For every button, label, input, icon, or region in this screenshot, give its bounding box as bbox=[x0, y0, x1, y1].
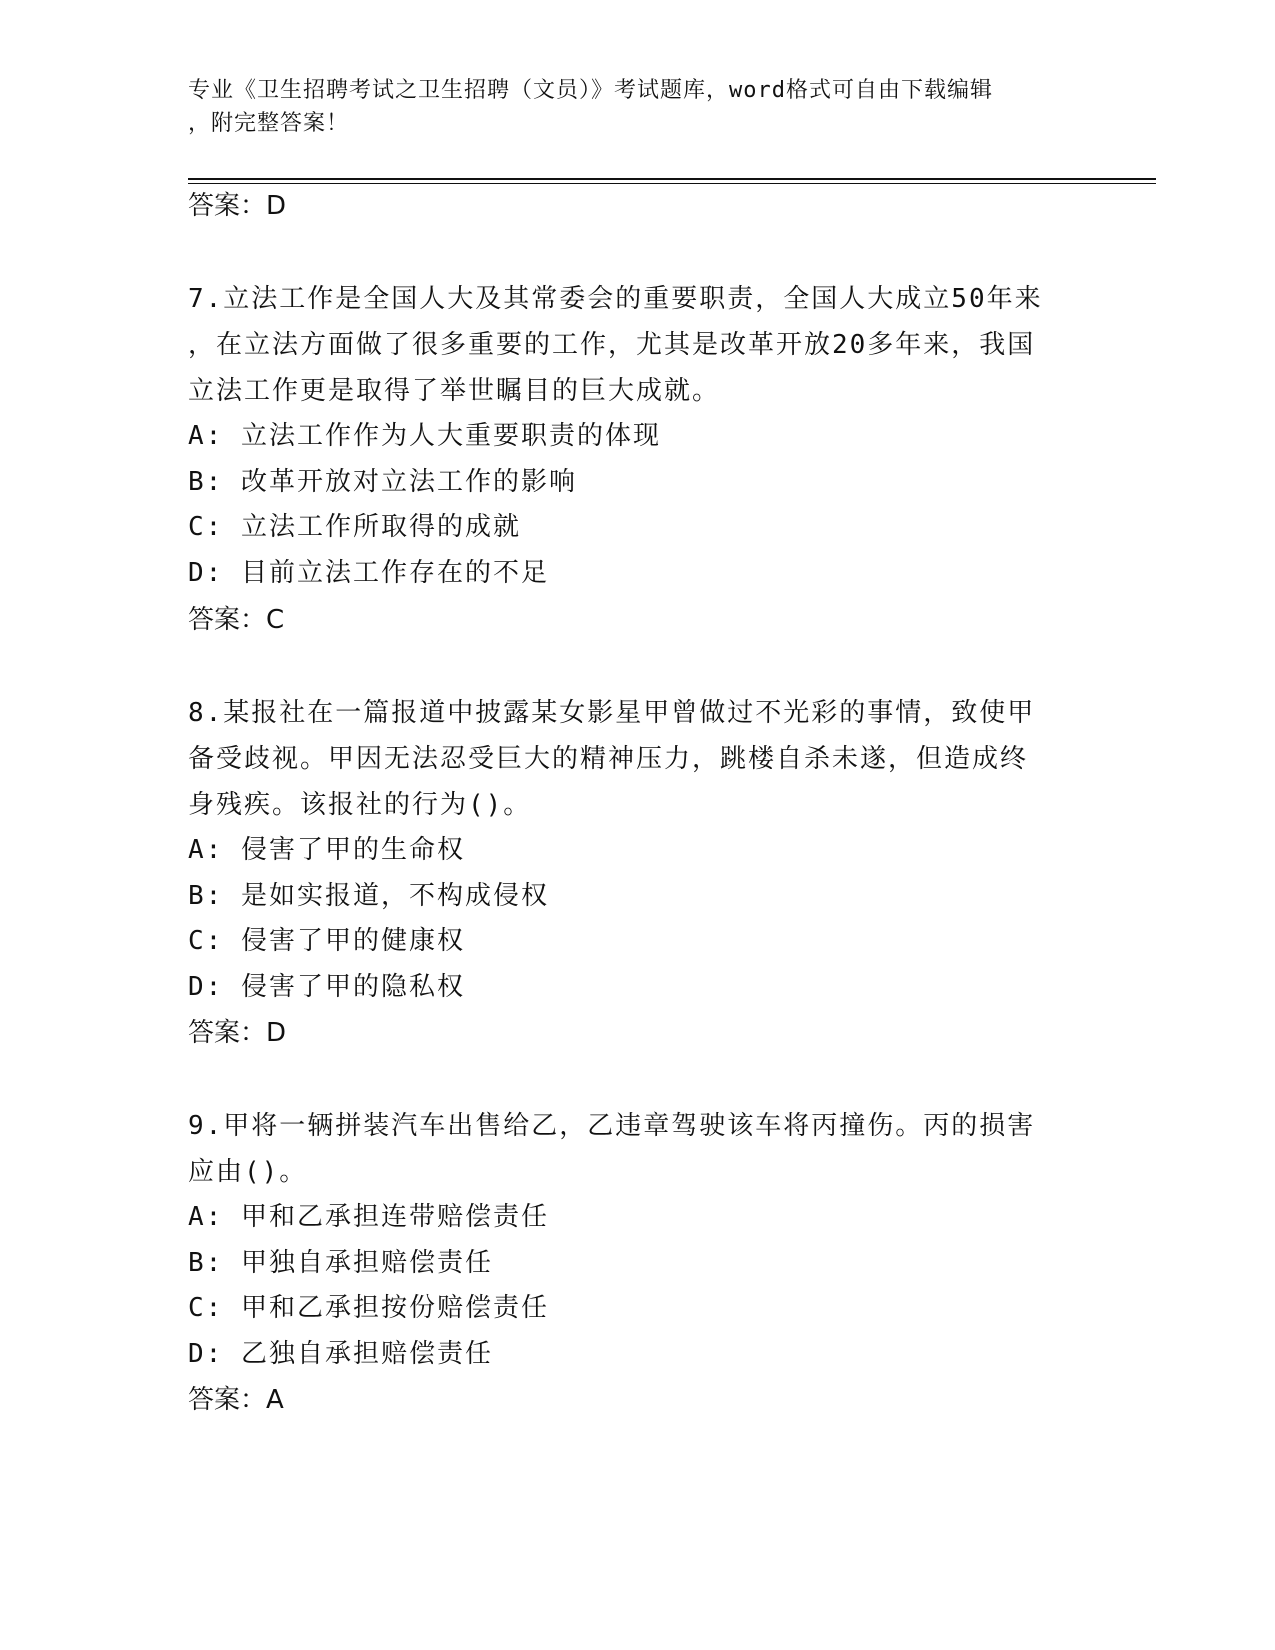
question-text-line: 身残疾。该报社的行为()。 bbox=[188, 790, 532, 820]
option-c: C: 甲和乙承担按份赔偿责任 bbox=[188, 1293, 549, 1323]
header-line-1: 专业《卫生招聘考试之卫生招聘（文员）》考试题库，word格式可自由下载编辑 bbox=[188, 78, 993, 103]
answer-8: 答案：D bbox=[188, 1018, 287, 1048]
option-b: B: 甲独自承担赔偿责任 bbox=[188, 1247, 493, 1278]
question-7 bbox=[188, 276, 1088, 596]
option-c: C: 侵害了甲的健康权 bbox=[188, 926, 465, 956]
option-d: D: 乙独自承担赔偿责任 bbox=[188, 1338, 493, 1369]
document-header bbox=[188, 74, 1068, 140]
header-divider-thin bbox=[188, 183, 1156, 184]
answer-7: 答案：C bbox=[188, 605, 285, 635]
previous-answer: 答案：D bbox=[188, 191, 287, 221]
option-c: C: 立法工作所取得的成就 bbox=[188, 512, 521, 542]
option-d: D: 目前立法工作存在的不足 bbox=[188, 557, 549, 588]
question-8 bbox=[188, 690, 1088, 1010]
header-line-2: ，附完整答案！ bbox=[188, 111, 350, 136]
option-a: A: 立法工作作为人大重要职责的体现 bbox=[188, 421, 661, 451]
option-d: D: 侵害了甲的隐私权 bbox=[188, 971, 465, 1002]
question-text-line: 备受歧视。甲因无法忍受巨大的精神压力，跳楼自杀未遂，但造成终 bbox=[188, 744, 1029, 774]
question-text-line: 8.某报社在一篇报道中披露某女影星甲曾做过不光彩的事情，致使甲 bbox=[188, 698, 1036, 728]
option-a: A: 侵害了甲的生命权 bbox=[188, 835, 465, 865]
question-text-line: 9.甲将一辆拼装汽车出售给乙，乙违章驾驶该车将丙撞伤。丙的损害 bbox=[188, 1111, 1036, 1141]
option-a: A: 甲和乙承担连带赔偿责任 bbox=[188, 1202, 549, 1232]
question-9 bbox=[188, 1103, 1088, 1377]
question-text-line: 7.立法工作是全国人大及其常委会的重要职责，全国人大成立50年来 bbox=[188, 284, 1043, 314]
header-divider-thick bbox=[188, 178, 1156, 180]
option-b: B: 是如实报道，不构成侵权 bbox=[188, 880, 549, 911]
option-b: B: 改革开放对立法工作的影响 bbox=[188, 466, 577, 497]
question-text-line: 立法工作更是取得了举世瞩目的巨大成就。 bbox=[188, 376, 721, 406]
question-text-line: 应由()。 bbox=[188, 1157, 308, 1187]
answer-9: 答案：A bbox=[188, 1385, 284, 1415]
question-text-line: ，在立法方面做了很多重要的工作，尤其是改革开放20多年来，我国 bbox=[188, 330, 1036, 360]
